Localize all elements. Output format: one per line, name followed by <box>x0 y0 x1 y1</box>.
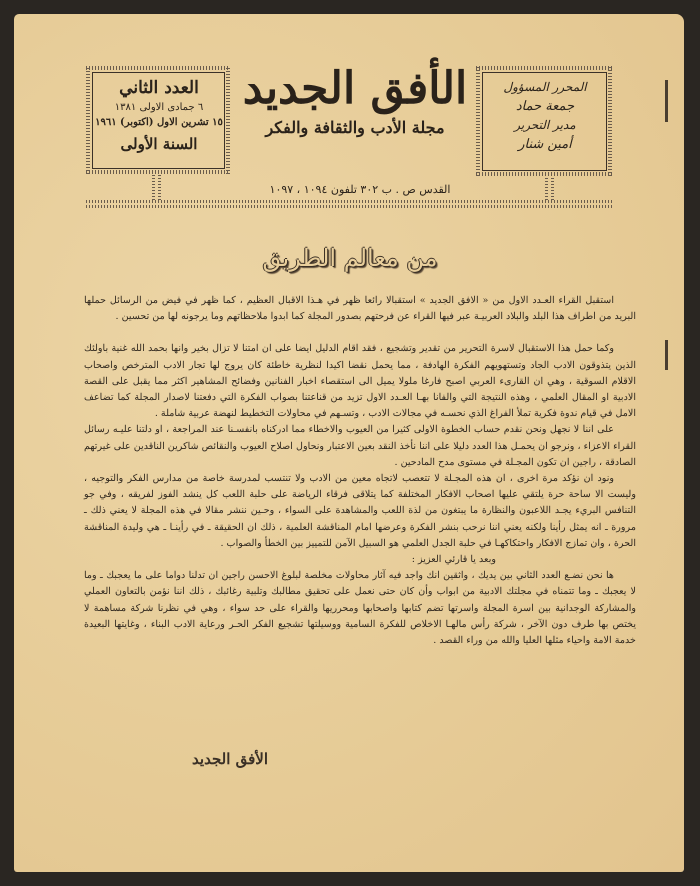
paragraph: ونود ان نؤكد مرة اخرى ، ان هذه المجـلة لا تتعصب لاتجاه معين من الادب ولا تنتسب لمدرسة خاصة من مدارس الفكر والتوجيه ، وليست الا ساحة حرة يلتقي عليها اصحاب الافكار المختلفة كما يتلاقى فرقاء الرياضة على حلبة اللعب كل ينشد الفوز لفريقه ، وفي جو التنافس البريء يجـد اللاعبون والنظارة ما يبتغون من لذة اللعب والمشاهدة على السواء ، وحـين ننشر مقالا في هذه المجلة لا يعني ذلك ـ مرورة ـ انه يمثل رأينا ولكنه يعني اننا نرحب بنشر الفكرة وعرضها امام المناقشة العلمية ، ذلك ان الحقيقة ـ في رأينـا ـ هي وليدة المناقشة الحرة ، وان تمازج الافكار واحتكاكهـا في حلبة الجدل العلمي هو السبيل الآمن للتمييز بين الخطأ والصواب . <box>84 473 636 549</box>
issue-box <box>94 76 224 158</box>
editor-box <box>484 78 606 154</box>
magazine-subtitle: مجلة الأدب والثقافة والفكر <box>265 118 445 137</box>
responsible-editor-label: المحرر المسؤول <box>503 80 587 94</box>
staple-mark-top <box>665 80 668 122</box>
gregorian-date: ١٥ تشرين الاول (اكتوبر) ١٩٦١ <box>95 117 223 128</box>
managing-editor-name: أمين شنار <box>518 137 572 152</box>
contact-address: القدس ص . ب ٣٠٢ تلفون ١٠٩٤ ، ١٠٩٧ <box>269 183 451 196</box>
paragraph: وكما حمل هذا الاستقبال لاسرة التحرير من تقدير وتشجيع ، فقد اقام الدليل ايضا على ان امتنا لا تزال بخير وانها بحمد الله غنية باولئك الذين يتذوقون الادب الجاد وتستهويهم الفكرة الهادفة ، مما يحمل نقضا اكيدا لنظرية خاطئة كان يروج لها تجار الادب المترخص واصحاب الاقلام السوقية ، وهي ان القارىء العربي اصبح فارغا ملولا يميل الى استقصاء اخبار الفنانين وفضائح المشاهير اكثر مما يقبل على القصة الادبية او المقال العلمي ، وهذه النتيجة التي والفانا بهـا العـدد الاول تزيد من قناعتنا بصواب الفكرة التي دفعتنا لاصدار المجلة كما تضاعف الامل في قيام ندوة فكرية تملأ الفراغ الذي نحسـه في مجالات الادب ، وتسـهم في محاولات التخطيط لنهضة عربية شاملة . <box>84 343 636 420</box>
article-body <box>84 293 636 649</box>
paragraph: على اننا لا نجهل ونحن نقدم حساب الخطوة الاولى كثيرا من العيوب والاخطاء مما ادركناه بانفسـنا عند المراجعة ، او دلتنا عليـه رسائل القراء الاعزاء ، ونرجو ان يحمـل هذا العدد دليلا على اننا نأخذ النقد بعين الاعتبار ونحاول اصلاح العيوب والنقائص شاكرين الناقدين على غيرتهم الصادقة ، راجين ان تكون المجـلة في مستوى مدح المادحين . <box>84 424 636 468</box>
paragraph: ها نحن نضـع العدد الثاني بين يديك ، واثقين انك واجد فيه آثار محاولات مخلصة لبلوغ الاحسن راجين ان تدلنا دواما على ما يعجبك ـ وما لا يعجبك ـ وما تتمناه في مجلتك الادبية من ابواب وأن كان حتى نعمل على تحقيق مطالبك وتلبية رغائبك ، ذلك اننا نؤمن بالتعاون العملي والمشاركة الوجدانية بين اسرة المجلة واسرتها تضم كتابها واصحابها ومحرريها والقراء على حد سواء ، وهي في نظرنا شركة مساهمة لا يختص بها طرف دون الآخر ، شركة رأس مالهـا الاخلاص للفكرة السامية ووسيلتها تشجيع الفكر الحـر ورعاية الادب البناء ، وغايتها البعيدة خدمة الامة واحياء مثلها العليا والله من وراء القصد . <box>84 570 636 647</box>
header-rule-top <box>86 200 612 203</box>
header-rule-bottom <box>86 205 612 208</box>
responsible-editor-name: جمعة حماد <box>515 99 575 114</box>
managing-editor-label: مدير التحرير <box>514 118 576 132</box>
masthead <box>230 62 480 137</box>
magazine-title: الأفق الجديد <box>242 63 468 114</box>
hijri-date: ٦ جمادى الاولى ١٣٨١ <box>114 102 204 113</box>
volume-year: السنة الأولى <box>120 135 198 153</box>
issue-number: العدد الثاني <box>119 78 199 98</box>
article-signature: الأفق الجديد <box>192 750 268 768</box>
article-title: من معالم الطريق <box>262 244 438 272</box>
paragraph: استقبل القراء العـدد الاول من « الافق الجديد » استقبالا رائعا ظهر في هـذا الاقبال العظيم ، كما ظهر في فيض من الرسائل حملها البريد من اطراف هذا البلد والبلاد العربيـة عبر فيها القراء عن فرحتهم بصدور المجلة كما ابدوا ملاحظاتهم وما يرجونه لها من تحسين . <box>84 295 636 323</box>
paragraph: وبعد يا قارئي العزيز : <box>411 554 496 566</box>
staple-mark-middle <box>665 340 668 370</box>
